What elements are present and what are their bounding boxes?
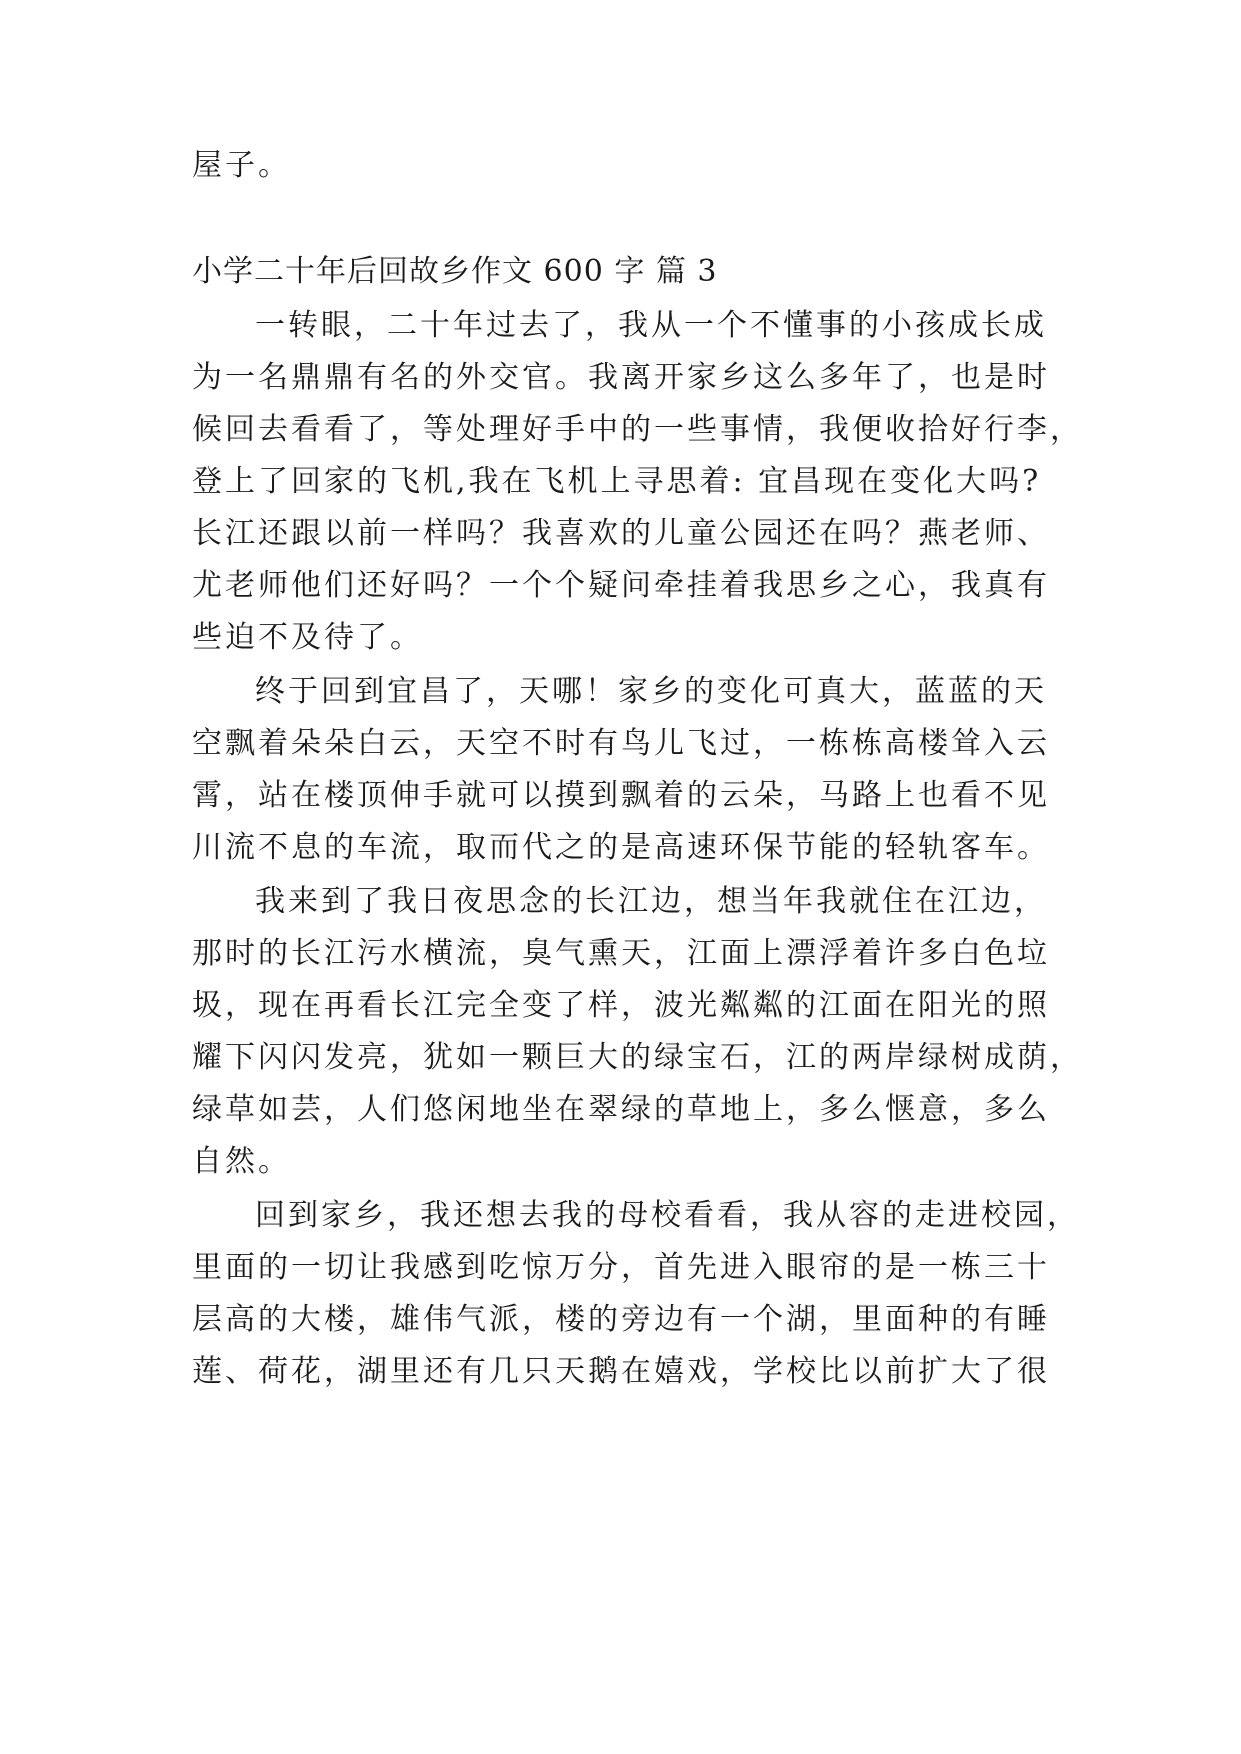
- paragraph-line: 登上了回家的飞机,我在飞机上寻思着: 宜昌现在变化大吗?: [192, 464, 1042, 499]
- paragraph-line: 些迫不及待了。: [192, 620, 423, 655]
- paragraph-line: 为一名鼎鼎有名的外交官。我离开家乡这么多年了，也是时: [192, 360, 1050, 395]
- paragraph-line: 空飘着朵朵白云，天空不时有鸟儿飞过，一栋栋高楼耸入云: [192, 726, 1050, 761]
- carryover-text: 屋子。: [192, 148, 291, 183]
- paragraph-line: 里面的一切让我感到吃惊万分，首先进入眼帘的是一栋三十: [192, 1250, 1050, 1285]
- paragraph-line: 霄，站在楼顶伸手就可以摸到飘着的云朵，马路上也看不见: [192, 778, 1050, 813]
- paragraph-line: 候回去看看了，等处理好手中的一些事情，我便收拾好行李，: [192, 412, 1083, 447]
- paragraph-line: 终于回到宜昌了，天哪！家乡的变化可真大，蓝蓝的天: [255, 674, 1047, 709]
- paragraph-line: 自然。: [192, 1144, 291, 1179]
- paragraph-line: 川流不息的车流，取而代之的是高速环保节能的轻轨客车。: [192, 830, 1050, 865]
- paragraph-line: 一转眼，二十年过去了，我从一个不懂事的小孩成长成: [255, 308, 1047, 343]
- paragraph-line: 层高的大楼，雄伟气派，楼的旁边有一个湖，里面种的有睡: [192, 1302, 1050, 1337]
- paragraph-line: 尤老师他们还好吗？一个个疑问牵挂着我思乡之心，我真有: [192, 568, 1050, 603]
- paragraph-line: 莲、荷花，湖里还有几只天鹅在嬉戏，学校比以前扩大了很: [192, 1354, 1050, 1389]
- paragraph-line: 我来到了我日夜思念的长江边，想当年我就住在江边，: [255, 884, 1047, 919]
- paragraph-line: 耀下闪闪发亮，犹如一颗巨大的绿宝石，江的两岸绿树成荫，: [192, 1040, 1083, 1075]
- paragraph-line: 圾，现在再看长江完全变了样，波光粼粼的江面在阳光的照: [192, 988, 1050, 1023]
- paragraph-line: 绿草如芸，人们悠闲地坐在翠绿的草地上，多么惬意，多么: [192, 1092, 1050, 1127]
- paragraph-line: 长江还跟以前一样吗？我喜欢的儿童公园还在吗？燕老师、: [192, 516, 1050, 551]
- section-heading: 小学二十年后回故乡作文 600 字 篇 3: [192, 254, 718, 289]
- paragraph-line: 那时的长江污水横流，臭气熏天，江面上漂浮着许多白色垃: [192, 936, 1050, 971]
- paragraph-line: 回到家乡，我还想去我的母校看看，我从容的走进校园，: [255, 1198, 1080, 1233]
